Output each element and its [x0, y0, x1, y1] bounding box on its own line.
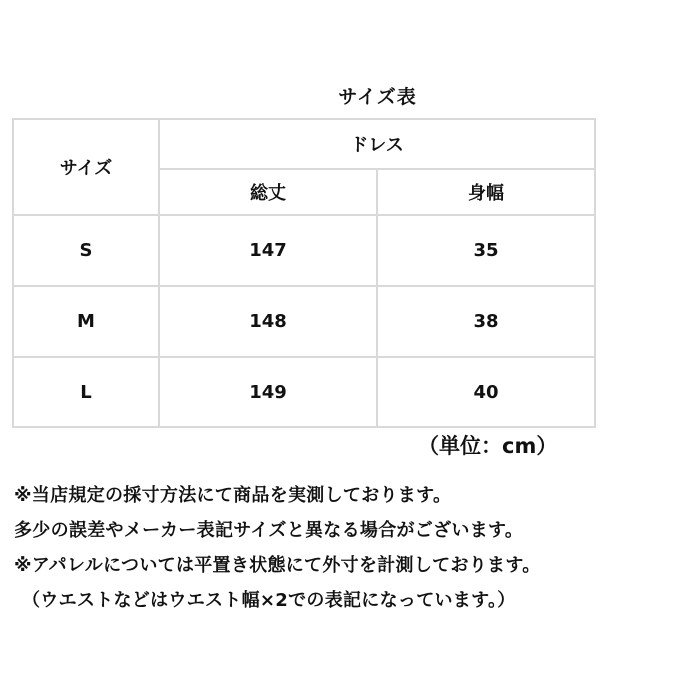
unit-label: （単位：cm）	[418, 434, 558, 458]
width-cell: 38	[377, 286, 595, 357]
size-cell: S	[13, 215, 159, 286]
width-cell: 35	[377, 215, 595, 286]
length-cell: 149	[159, 357, 377, 427]
notes	[14, 478, 698, 618]
header-total-length: 総丈	[159, 169, 377, 215]
width-cell: 40	[377, 357, 595, 427]
header-body-width: 身幅	[377, 169, 595, 215]
table-row	[13, 215, 595, 286]
note-line: （ウエストなどはウエスト幅×2での表記になっています。）	[22, 590, 516, 611]
note-line: ※当店規定の採寸方法にて商品を実測しております。	[14, 485, 452, 506]
table-row	[13, 286, 595, 357]
size-cell: L	[13, 357, 159, 427]
note-line: 多少の誤差やメーカー表記サイズと異なる場合がございます。	[14, 520, 524, 541]
size-table	[12, 118, 596, 428]
length-cell: 147	[159, 215, 377, 286]
header-dress: ドレス	[159, 119, 595, 169]
size-cell: M	[13, 286, 159, 357]
page-title: サイズ表	[338, 86, 417, 108]
table-row	[13, 357, 595, 427]
length-cell: 148	[159, 286, 377, 357]
note-line: ※アパレルについては平置き状態にて外寸を計測しております。	[14, 555, 541, 576]
header-size: サイズ	[13, 119, 159, 215]
